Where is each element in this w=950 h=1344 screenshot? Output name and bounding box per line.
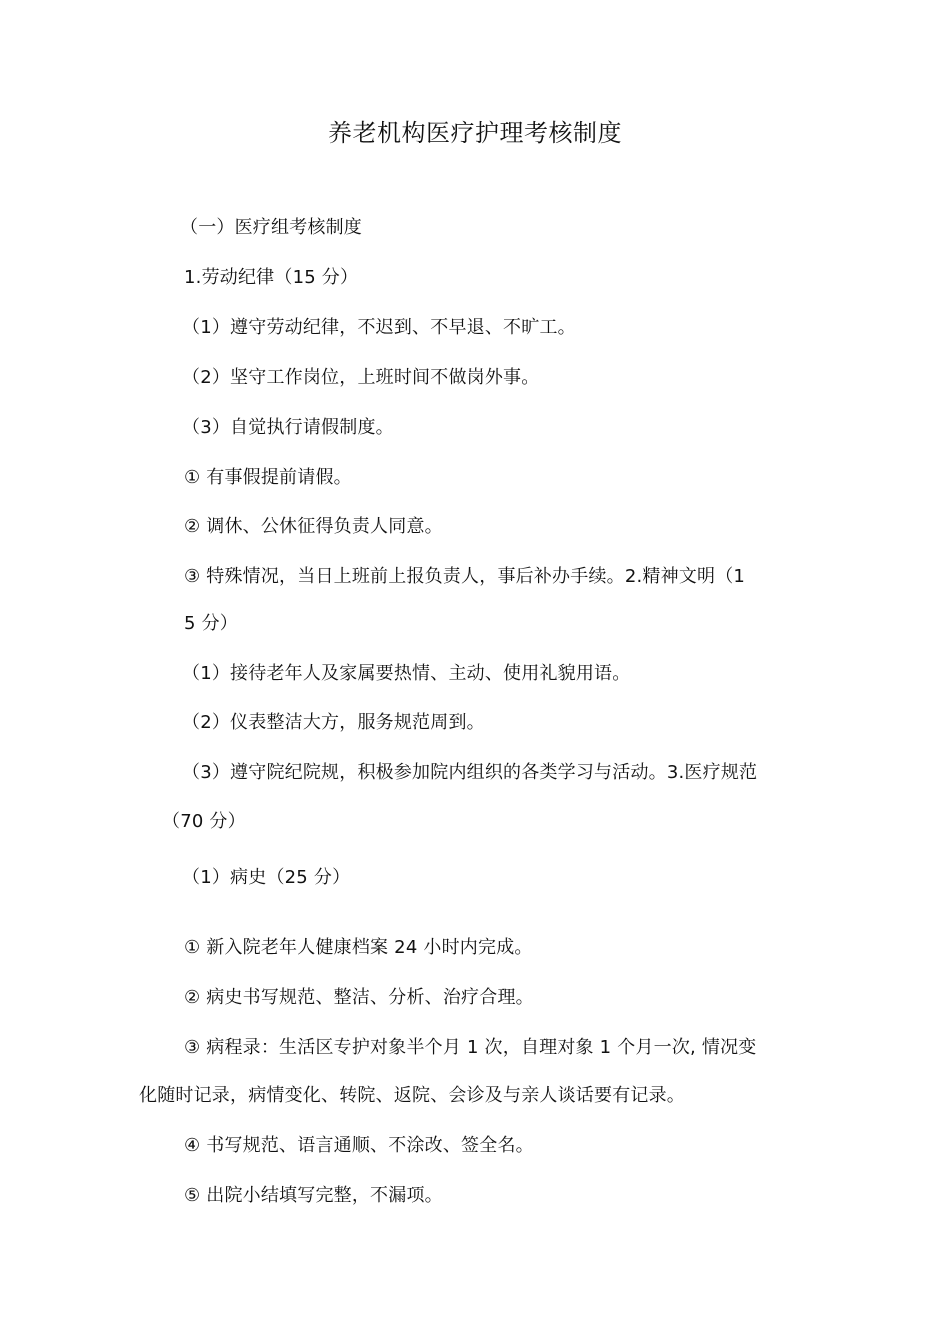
section-heading: （一）医疗组考核制度 [180,217,362,238]
list-item: （3）自觉执行请假制度。 [182,417,394,438]
list-item: ② 调休、公休征得负责人同意。 [184,516,443,537]
list-item: ① 有事假提前请假。 [184,467,352,488]
list-item: （1）遵守劳动纪律，不迟到、不早退、不旷工。 [182,317,576,338]
list-item: （3）遵守院纪院规，积极参加院内组织的各类学习与活动。3.医疗规范 [182,762,758,783]
list-item: ④ 书写规范、语言通顺、不涂改、签全名。 [184,1135,534,1156]
list-item: ③ 病程录：生活区专护对象半个月 1 次，自理对象 1 个月一次, 情况变 [184,1037,757,1058]
list-item: （2）坚守工作岗位，上班时间不做岗外事。 [182,367,540,388]
list-item: ② 病史书写规范、整洁、分析、治疗合理。 [184,987,534,1008]
list-item: ③ 特殊情况，当日上班前上报负责人，事后补办手续。2.精神文明（1 [184,566,746,587]
document-title: 养老机构医疗护理考核制度 [328,119,622,147]
list-item-continuation: 化随时记录，病情变化、转院、返院、会诊及与亲人谈话要有记录。 [139,1085,685,1106]
list-item: （1）接待老年人及家属要热情、主动、使用礼貌用语。 [182,663,631,684]
list-item: ⑤ 出院小结填写完整，不漏项。 [184,1185,443,1206]
subsection-heading: 1.劳动纪律（15 分） [184,267,359,288]
list-item: （1）病史（25 分） [182,867,351,888]
list-item-continuation: （70 分） [162,811,246,832]
list-item-continuation: 5 分） [184,613,238,634]
list-item: ① 新入院老年人健康档案 24 小时内完成。 [184,937,533,958]
list-item: （2）仪表整洁大方，服务规范周到。 [182,712,485,733]
